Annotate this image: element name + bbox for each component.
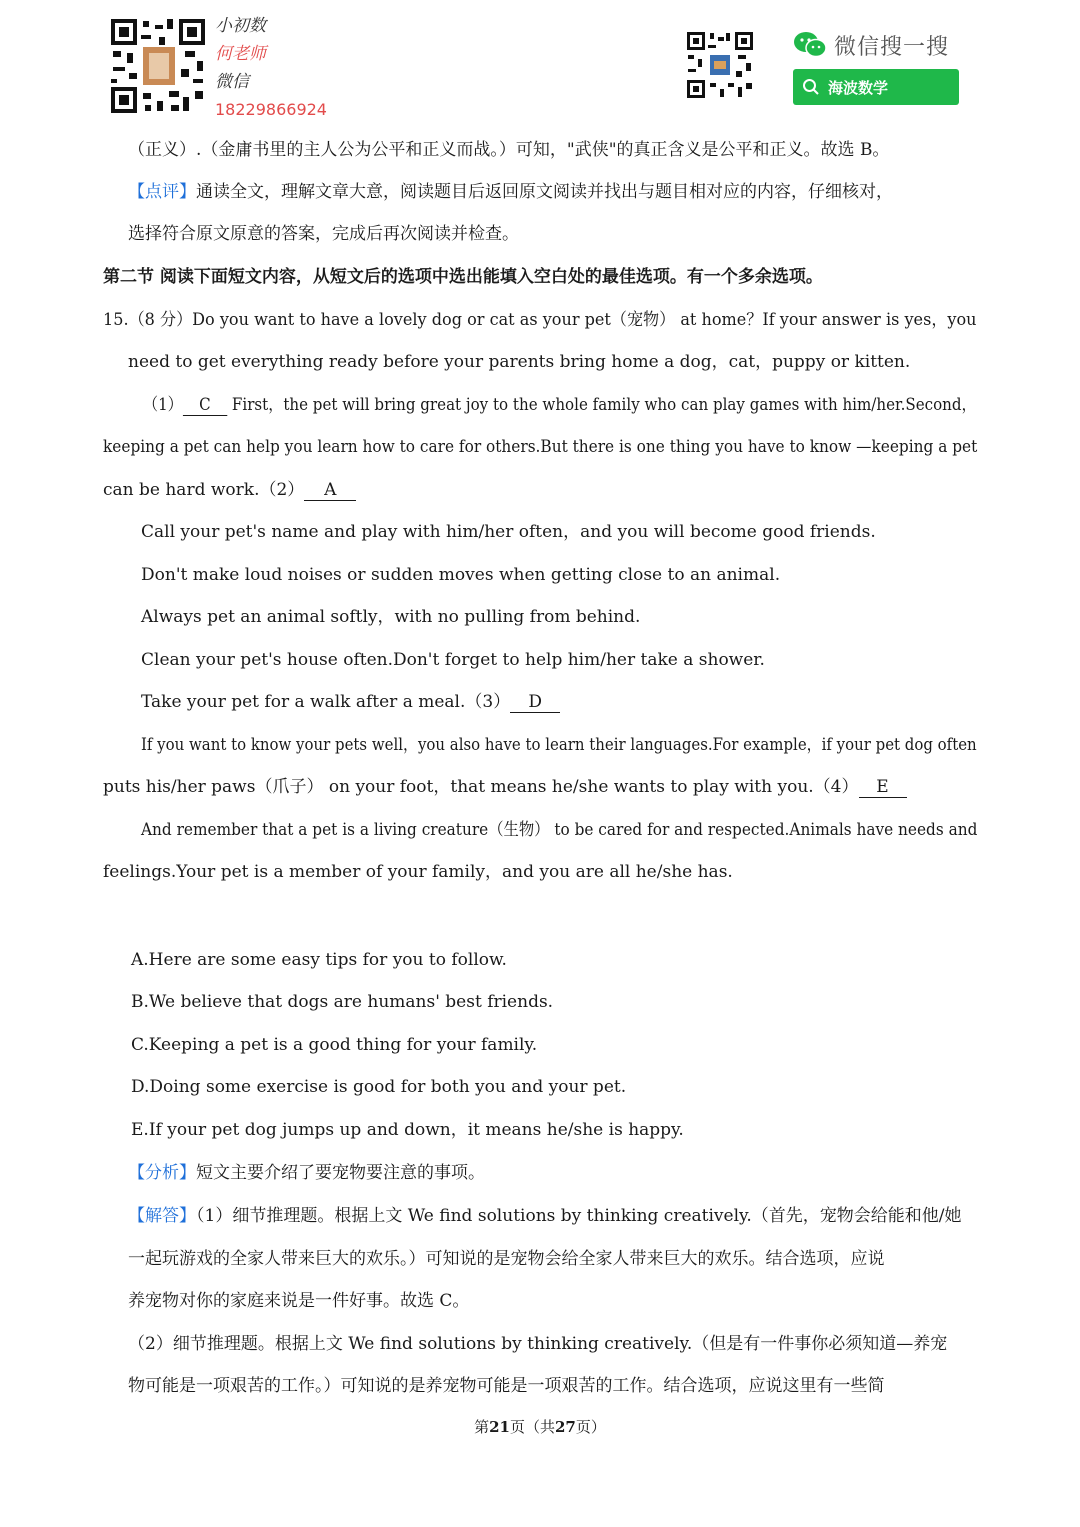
answer-blank-4: E <box>859 777 907 798</box>
solution-line: 一起玩游戏的全家人带来巨大的欢乐。）可知说的是宠物会给全家人带来巨大的欢乐。结合选项，应说 <box>128 1249 885 1269</box>
analysis-paragraph <box>128 1161 485 1185</box>
question-stem: 15.（8 分）Do you want to have a lovely dog or cat as your pet（宠物） at home？If your answer is yes，you <box>103 310 977 330</box>
contact-note <box>215 12 325 124</box>
passage-line <box>103 775 907 799</box>
qr-code-right <box>686 31 754 99</box>
passage-text: First，the pet will bring great joy to the whole family who can play games with him/her.Second， <box>227 395 977 415</box>
text-line: need to get everything ready before your parents bring home a dog，cat，puppy or kitten. <box>128 352 911 372</box>
footer-text: 第 <box>474 1418 490 1436</box>
blank-number: （1） <box>143 395 183 415</box>
note-line-1: 小初数 <box>215 16 266 36</box>
page-number: 21 <box>489 1418 510 1436</box>
review-tag: 【点评】 <box>128 182 196 202</box>
passage-line: And remember that a pet is a living creature（生物） to be cared for and respected.Animals have needs and <box>141 820 978 840</box>
passage-line <box>103 478 356 502</box>
wechat-search-label: 海波数学 <box>828 78 889 97</box>
analysis-text: 短文主要介绍了要宠物要注意的事项。 <box>196 1163 485 1183</box>
review-text: 通读全文，理解文章大意，阅读题目后返回原文阅读并找出与题目相对应的内容，仔细核对， <box>196 182 893 202</box>
passage-line: If you want to know your pets well，you also have to learn their languages.For example，if your pet dog often <box>141 735 977 755</box>
tip-line: Clean your pet's house often.Don't forget to help him/her take a shower. <box>141 650 765 670</box>
option-b: B.We believe that dogs are humans' best friends. <box>131 992 554 1012</box>
solution-line: （2）细节推理题。根据上文 We find solutions by thinking creatively.（但是有一件事你必须知道—养宠 <box>128 1334 948 1354</box>
option-a: A.Here are some easy tips for you to follow. <box>131 950 507 970</box>
page-footer <box>0 1416 1080 1437</box>
wechat-search-button[interactable] <box>793 69 959 105</box>
passage-line: keeping a pet can help you learn how to care for others.But there is one thing you have to know —keeping a pet <box>103 437 978 457</box>
review-paragraph <box>128 180 893 204</box>
wechat-search-widget[interactable] <box>792 27 962 63</box>
solution-tag: 【解答】 <box>128 1206 196 1226</box>
text-line: （正义）.（金庸书里的主人公为公平和正义而战。）可知，"武侠"的真正含义是公平和正义。故选 B。 <box>128 140 890 160</box>
solution-line: 养宠物对你的家庭来说是一件好事。故选 C。 <box>128 1291 470 1311</box>
solution-text: （1）细节推理题。根据上文 We find solutions by thinking creatively.（首先，宠物会给能和他/她 <box>196 1206 962 1226</box>
note-line-2: 何老师 <box>215 44 266 64</box>
solution-paragraph <box>128 1204 962 1228</box>
option-d: D.Doing some exercise is good for both you and your pet. <box>131 1077 627 1097</box>
passage-line: feelings.Your pet is a member of your family，and you are all he/she has. <box>103 862 733 882</box>
tip-line <box>141 690 560 714</box>
answer-blank-2: A <box>304 480 356 501</box>
note-phone: 18229866924 <box>215 100 327 119</box>
passage-line <box>143 393 977 417</box>
page-total: 27 <box>555 1418 576 1436</box>
footer-text: 页（共 <box>509 1418 555 1436</box>
wechat-search-title: 微信搜一搜 <box>834 34 950 60</box>
section-heading: 第二节 阅读下面短文内容，从短文后的选项中选出能填入空白处的最佳选项。有一个多余选项。 <box>103 267 823 287</box>
analysis-tag: 【分析】 <box>128 1163 196 1183</box>
passage-text: can be hard work.（2） <box>103 480 305 500</box>
option-c: C.Keeping a pet is a good thing for your family. <box>131 1035 538 1055</box>
tip-line: Always pet an animal softly，with no pulling from behind. <box>141 607 641 627</box>
solution-line: 物可能是一项艰苦的工作。）可知说的是养宠物可能是一项艰苦的工作。结合选项，应说这里有一些简 <box>128 1376 885 1396</box>
tip-text: Take your pet for a walk after a meal.（3） <box>141 692 511 712</box>
tip-line: Call your pet's name and play with him/her often，and you will become good friends. <box>141 522 876 542</box>
qr-code-left <box>109 17 207 115</box>
passage-text: puts his/her paws（爪子） on your foot，that means he/she wants to play with you.（4） <box>103 777 859 797</box>
note-line-3: 微信 <box>215 72 249 92</box>
answer-blank-1: C <box>183 395 227 416</box>
footer-text: 页） <box>575 1418 606 1436</box>
option-e: E.If your pet dog jumps up and down，it means he/she is happy. <box>131 1120 684 1140</box>
wechat-icon <box>792 30 828 60</box>
tip-line: Don't make loud noises or sudden moves when getting close to an animal. <box>141 565 781 585</box>
answer-blank-3: D <box>510 692 560 713</box>
search-icon <box>802 78 820 96</box>
text-line: 选择符合原文原意的答案，完成后再次阅读并检查。 <box>128 224 519 244</box>
